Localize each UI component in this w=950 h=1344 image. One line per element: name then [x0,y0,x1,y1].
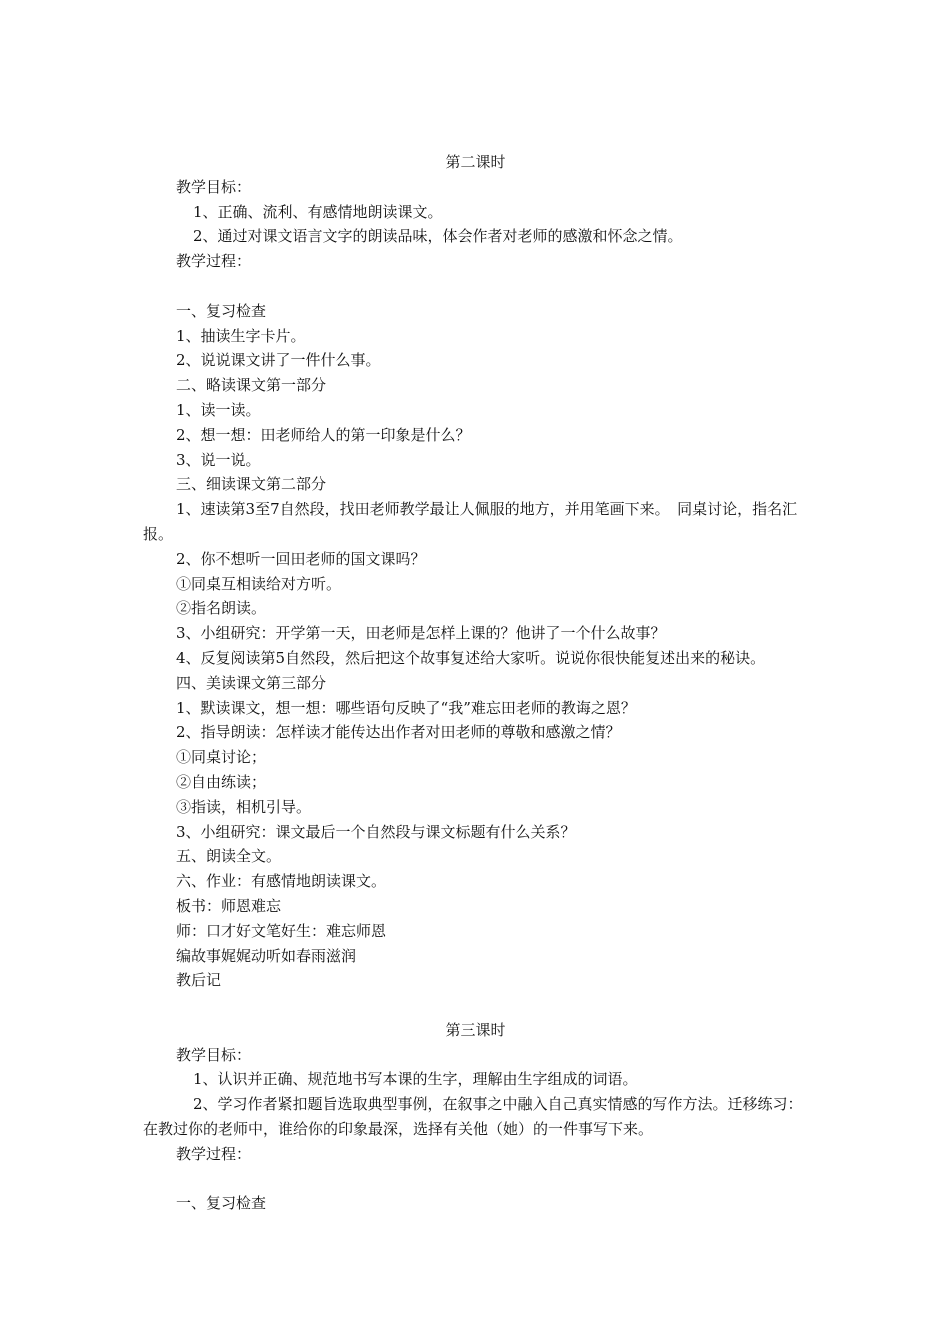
section-heading: 一、复习检查 [176,301,267,320]
afterword-label: 教后记 [176,971,222,990]
process-item: ③指读，相机引导。 [176,797,312,816]
spacer [143,274,808,299]
lesson2-process-label: 教学过程： [176,252,252,271]
lesson3-process-label: 教学过程： [176,1144,252,1163]
process-item: 1、读一读。 [176,400,261,419]
lesson3-goal-2: 2、学习作者紧扣题旨选取典型事例，在叙事之中融入自己真实情感的写作方法。迁移练习：在教过你的老师中，谁给你的印象最深，选择有关他（她）的一件事写下来。 [143,1095,803,1139]
spacer [143,1167,808,1192]
board-writing: 师：口才好文笔好生：难忘师恩 [176,921,387,940]
lesson2-goals-label: 教学目标： [176,177,252,196]
process-item: 3、小组研究：课文最后一个自然段与课文标题有什么关系？ [176,822,576,841]
process-item: 3、小组研究：开学第一天，田老师是怎样上课的？他讲了一个什么故事？ [176,624,666,643]
section-heading: 五、朗读全文。 [176,847,282,866]
process-item: ①同桌讨论； [176,748,267,767]
spacer [143,993,808,1018]
process-item: 1、速读第3至7自然段，找田老师教学最让人佩服的地方，并用笔画下来。 同桌讨论，指名汇报。 [143,500,798,543]
process-item: 2、你不想听一回田老师的国文课吗？ [176,549,426,568]
process-item: ①同桌互相读给对方听。 [176,574,342,593]
document-body [143,150,808,1216]
lesson2-title: 第二课时 [445,153,506,171]
process-item: 2、想一想：田老师给人的第一印象是什么？ [176,425,471,444]
process-item: 2、指导朗读：怎样读才能传达出作者对田老师的尊敬和感激之情？ [176,723,621,742]
process-item: ②指名朗读。 [176,599,267,618]
lesson3-goal-1: 1、认识并正确、规范地书写本课的生字，理解由生字组成的词语。 [193,1070,638,1089]
section-heading: 一、复习检查 [176,1194,267,1213]
section-heading: 二、略读课文第一部分 [176,376,327,395]
lesson2-goal-1: 1、正确、流利、有感情地朗读课文。 [193,202,443,221]
process-item: 1、抽读生字卡片。 [176,326,306,345]
board-writing: 编故事娓娓动听如春雨滋润 [176,946,357,965]
board-writing: 板书：师恩难忘 [176,896,282,915]
lesson3-title: 第三课时 [445,1020,506,1039]
process-item: 1、默读课文，想一想：哪些语句反映了“我”难忘田老师的教诲之恩？ [176,698,636,717]
section-heading: 六、作业：有感情地朗读课文。 [176,872,387,891]
process-item: 3、说一说。 [176,450,261,469]
section-heading: 四、美读课文第三部分 [176,673,327,692]
process-item: 4、反复阅读第5自然段，然后把这个故事复述给大家听。说说你很快能复述出来的秘诀。 [176,648,766,667]
lesson3-goals-label: 教学目标： [176,1045,252,1064]
process-item: 2、说说课文讲了一件什么事。 [176,351,381,370]
lesson2-goal-2: 2、通过对课文语言文字的朗读品味，体会作者对老师的感激和怀念之情。 [193,227,683,246]
process-item: ②自由练读； [176,772,267,791]
section-heading: 三、细读课文第二部分 [176,475,327,494]
